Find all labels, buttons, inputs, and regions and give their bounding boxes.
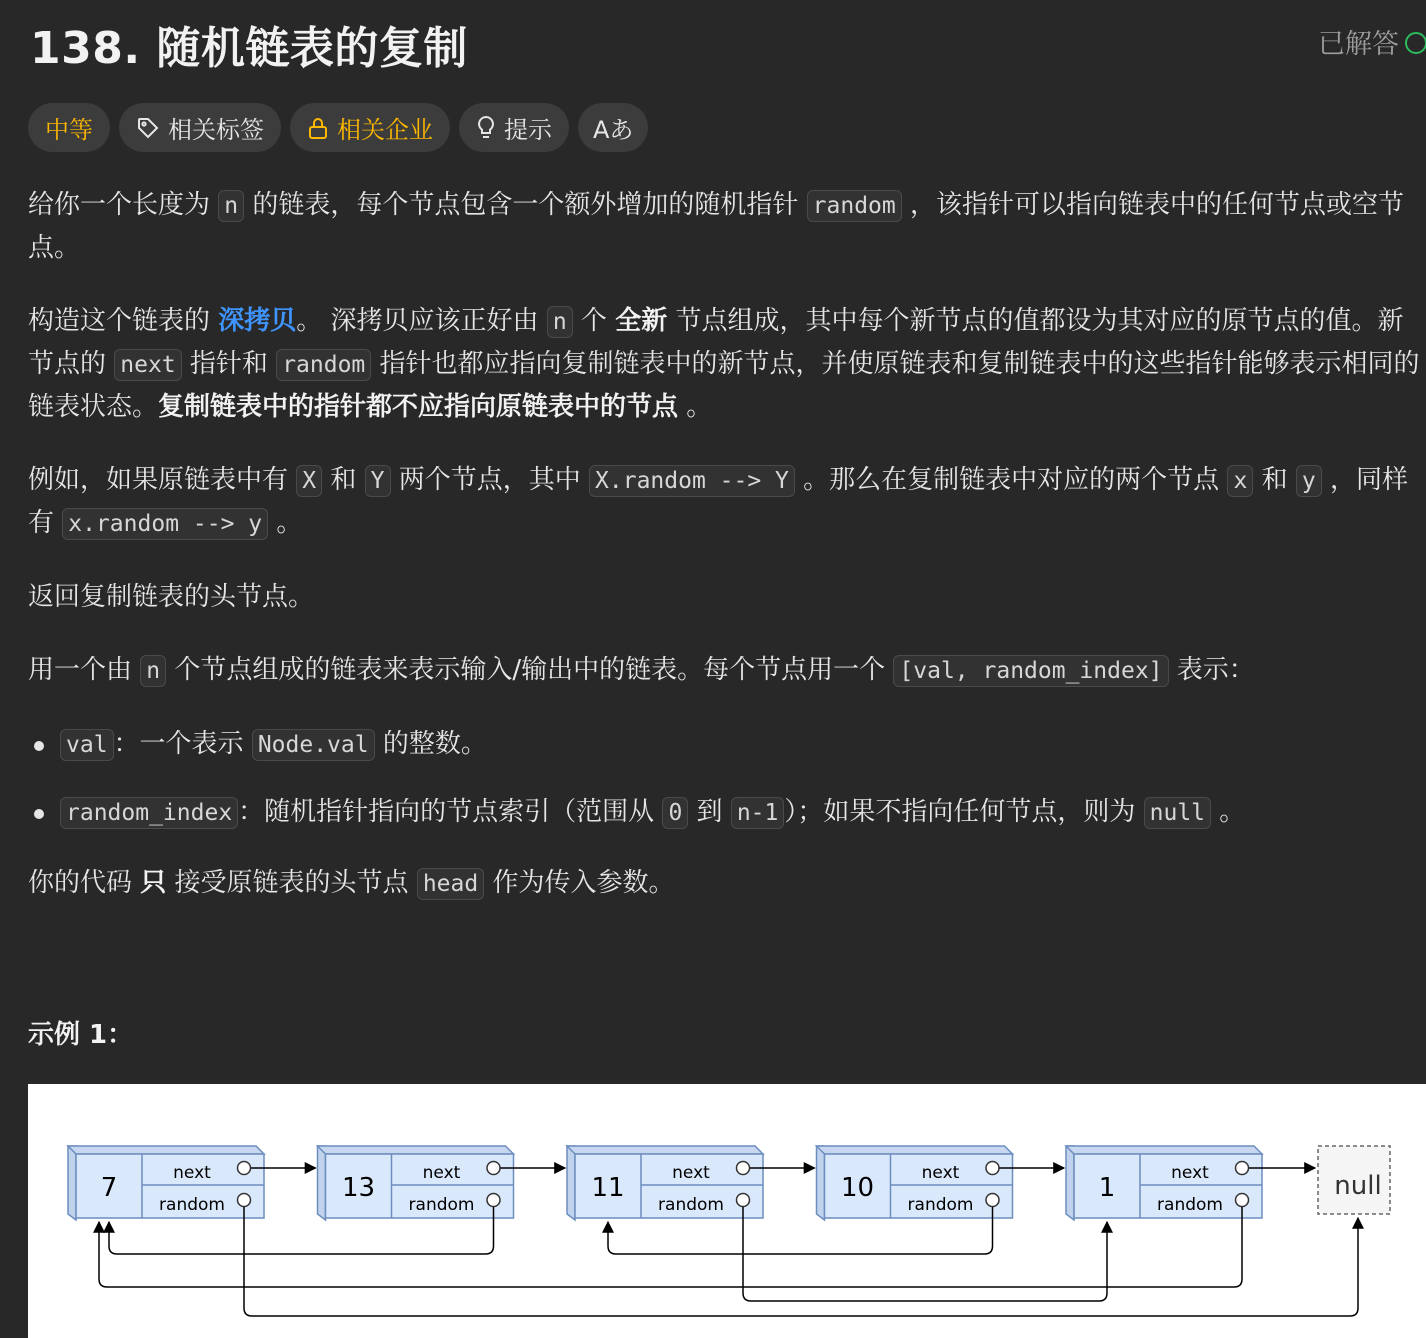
inline-code: random: [807, 190, 902, 222]
next-pointer-dot: [737, 1162, 750, 1175]
random-pointer-dot: [238, 1194, 251, 1207]
inline-code: val: [60, 729, 114, 761]
related-tags-button[interactable]: [119, 103, 281, 152]
hint-button[interactable]: [459, 103, 569, 152]
node-side: [817, 1146, 825, 1220]
list-item: val ：一个表示 Node.val 的整数。: [28, 723, 1426, 766]
inline-code: 0: [662, 797, 688, 829]
bold-text: 全新: [615, 306, 668, 336]
node-value: 13: [341, 1173, 376, 1203]
list-item: random_index ：随机指针指向的节点索引（范围从 0 到 n-1 ）；如果不指向任何节点，则为 null 。: [28, 791, 1426, 834]
inline-code: X: [296, 465, 322, 497]
node-next-label: next: [1171, 1163, 1209, 1183]
related-tags-label: 相关标签: [168, 116, 264, 144]
next-pointer-dot: [1236, 1162, 1249, 1175]
description-paragraph: 例如，如果原链表中有 X 和 Y 两个节点，其中 X.random --> Y 。那么在复制链表中对应的两个节点 x 和 y ，同样有 x.random --> y 。: [28, 465, 1408, 538]
inline-code: n: [547, 306, 573, 338]
solved-status: [1318, 22, 1426, 61]
check-circle-icon: [1405, 32, 1426, 54]
random-pointer-dot: [1236, 1194, 1249, 1207]
problem-description: [28, 184, 1426, 936]
random-pointer-dot: [487, 1194, 500, 1207]
node-next-label: next: [921, 1163, 960, 1183]
font-size-button[interactable]: [578, 103, 648, 152]
inline-code: Y: [365, 465, 391, 497]
inline-code: n: [218, 190, 244, 222]
next-pointer-dot: [986, 1162, 999, 1175]
node-top: [1066, 1146, 1262, 1154]
inline-code: n-1: [731, 797, 785, 829]
node-random-label: random: [907, 1195, 974, 1215]
inline-code: n: [140, 655, 166, 687]
node-top: [68, 1146, 264, 1154]
example-title: 示例 1：: [28, 1020, 134, 1050]
tag-icon: [136, 116, 160, 140]
inline-code: null: [1144, 797, 1211, 829]
solved-label: 已解答: [1318, 29, 1399, 60]
inline-code: head: [417, 868, 484, 900]
node-side: [68, 1146, 76, 1220]
node-random-label: random: [159, 1195, 225, 1215]
linked-list-diagram: [28, 1084, 1426, 1338]
inline-code: [val, random_index]: [893, 655, 1168, 687]
node-value: 1: [1098, 1173, 1116, 1203]
deep-copy-link[interactable]: 深拷贝: [218, 306, 297, 336]
related-companies-label: 相关企业: [337, 116, 433, 144]
description-paragraph: 你的代码 只 接受原链表的头节点 head 作为传入参数。: [28, 868, 675, 898]
difficulty-label: 中等: [45, 116, 93, 144]
inline-code: x.random --> y: [62, 508, 268, 540]
node-side: [567, 1146, 575, 1220]
node-side: [318, 1146, 326, 1220]
problem-title: 138. 随机链表的复制: [30, 23, 468, 74]
random-pointer-dot: [737, 1194, 750, 1207]
font-size-icon: Aあ: [593, 116, 634, 144]
format-list: [28, 723, 1426, 834]
inline-code: random: [276, 349, 371, 381]
random-arrow: [99, 1207, 1242, 1287]
inline-code: x: [1227, 465, 1253, 497]
description-paragraph: 用一个由 n 个节点组成的链表来表示输入/输出中的链表。每个节点用一个 [val, random_index] 表示：: [28, 655, 1255, 685]
node-top: [817, 1146, 1013, 1154]
inline-code: random_index: [60, 797, 238, 829]
tag-bar: [28, 103, 648, 152]
bold-text: 复制链表中的指针都不应指向原链表中的节点: [158, 392, 679, 422]
inline-code: Node.val: [252, 729, 375, 761]
null-label: null: [1334, 1171, 1382, 1201]
next-pointer-dot: [487, 1162, 500, 1175]
node-next-label: next: [422, 1163, 461, 1183]
node-side: [1066, 1146, 1074, 1220]
node-value: 10: [840, 1173, 875, 1203]
node-top: [567, 1146, 763, 1154]
related-companies-button[interactable]: [290, 103, 450, 152]
node-next-label: next: [672, 1163, 710, 1183]
node-top: [318, 1146, 514, 1154]
random-arrow: [244, 1207, 1358, 1316]
random-pointer-dot: [986, 1194, 999, 1207]
bold-text: 只: [140, 868, 167, 898]
node-value: 11: [591, 1173, 625, 1203]
inline-code: X.random --> Y: [589, 465, 795, 497]
inline-code: y: [1296, 465, 1322, 497]
lock-icon: [307, 116, 329, 140]
node-value: 7: [100, 1173, 118, 1203]
node-next-label: next: [173, 1163, 211, 1183]
description-paragraph: 给你一个长度为 n 的链表，每个节点包含一个额外增加的随机指针 random ，该指针可以指向链表中的任何节点或空节点。: [28, 190, 1405, 263]
node-random-label: random: [1157, 1195, 1223, 1215]
inline-code: next: [114, 349, 181, 381]
difficulty-badge[interactable]: [28, 103, 110, 152]
lightbulb-icon: [476, 115, 496, 141]
next-pointer-dot: [238, 1162, 251, 1175]
example-diagram: [28, 1084, 1426, 1338]
description-paragraph: 返回复制链表的头节点。: [28, 582, 315, 612]
hint-label: 提示: [504, 116, 552, 144]
node-random-label: random: [658, 1195, 724, 1215]
node-random-label: random: [408, 1195, 475, 1215]
description-paragraph: 构造这个链表的 深拷贝。 深拷贝应该正好由 n 个 全新 节点组成，其中每个新节点的值都设为其对应的原节点的值。新节点的 next 指针和 random 指针也都应指向复制链表中的新节点，并使原链表和复制链表中的这些指针能够表示相同的链表状态。复制链表中的指针都不应指向原链表中的节点 。: [28, 306, 1420, 422]
